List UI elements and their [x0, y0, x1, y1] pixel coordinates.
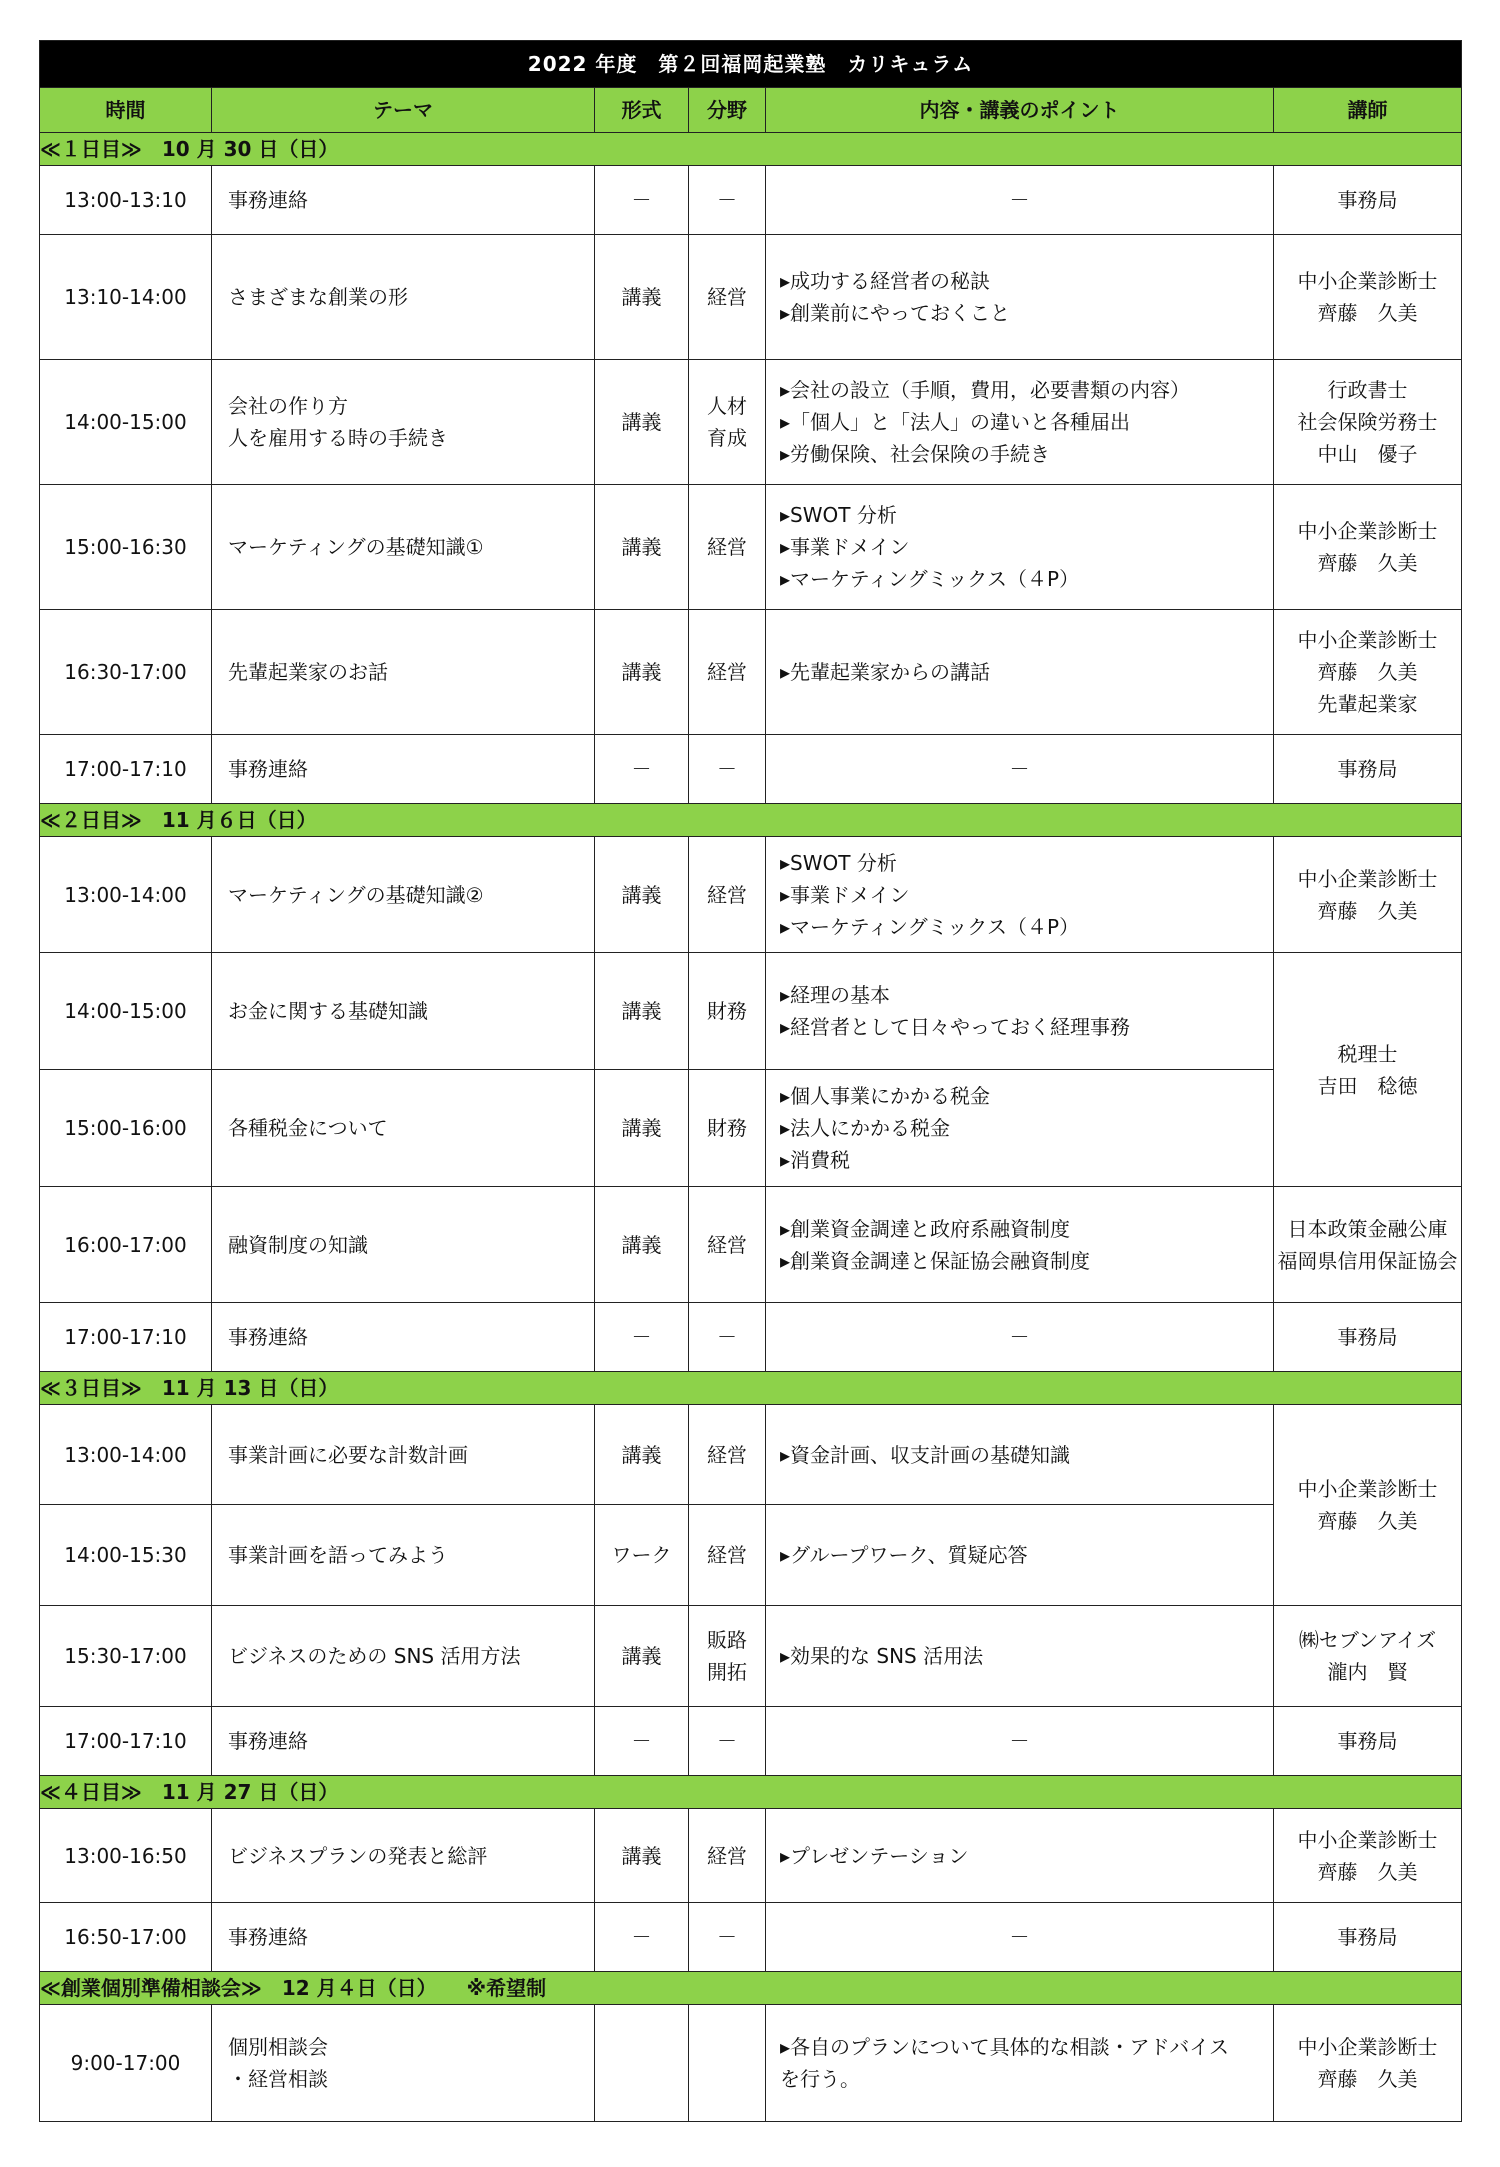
field-cell — [689, 1505, 766, 1606]
format-cell: 講義 — [595, 953, 689, 1070]
lecturer-cell — [1274, 360, 1462, 485]
day-label: ≪１日目≫ 10 月 30 日（日） — [40, 133, 1462, 166]
day-header-row — [40, 1776, 1462, 1809]
point-line: を行う。 — [780, 2067, 860, 2091]
lecturer-line: 事務局 — [1337, 757, 1398, 781]
points-cell — [766, 1707, 1274, 1776]
field-line: 人材 — [707, 394, 747, 418]
header-field: 分野 — [689, 88, 766, 133]
points-cell — [766, 1903, 1274, 1972]
lecturer-cell — [1274, 610, 1462, 735]
theme-line: ビジネスのための SNS 活用方法 — [228, 1644, 521, 1668]
theme-cell — [212, 1070, 595, 1187]
format-cell: 講義 — [595, 1187, 689, 1303]
time-cell: 16:50-17:00 — [40, 1903, 212, 1972]
point-line: ▸効果的な SNS 活用法 — [780, 1644, 984, 1668]
field-cell — [689, 837, 766, 953]
day-label: ≪３日目≫ 11 月 13 日（日） — [40, 1372, 1462, 1405]
lecturer-line: 社会保険労務士 — [1297, 410, 1438, 434]
field-cell — [689, 1070, 766, 1187]
format-cell: 講義 — [595, 1070, 689, 1187]
table-row — [40, 235, 1462, 360]
day-header-row — [40, 804, 1462, 837]
point-line: ▸経営者として日々やっておく経理事務 — [780, 1015, 1131, 1039]
lecturer-line: 齊藤 久美 — [1317, 1859, 1418, 1884]
theme-line: ビジネスプランの発表と総評 — [228, 1843, 488, 1868]
point-line: ▸資金計画、収支計画の基礎知識 — [780, 1442, 1071, 1467]
table-row — [40, 1505, 1462, 1606]
format-cell: 講義 — [595, 360, 689, 485]
header-time: 時間 — [40, 88, 212, 133]
table-row — [40, 1903, 1462, 1972]
field-cell — [689, 953, 766, 1070]
field-cell — [689, 166, 766, 235]
theme-line: 事業計画を語ってみよう — [228, 1543, 448, 1567]
time-cell: 16:30-17:00 — [40, 610, 212, 735]
theme-cell — [212, 953, 595, 1070]
field-line: 経営 — [707, 1843, 747, 1868]
lecturer-line: 中小企業診断士 — [1297, 628, 1438, 652]
points-cell — [766, 1809, 1274, 1903]
time-cell: 13:00-16:50 — [40, 1809, 212, 1903]
point-line: － — [1009, 1325, 1030, 1349]
lecturer-line: 事務局 — [1337, 188, 1398, 212]
format-cell: 講義 — [595, 1405, 689, 1505]
lecturer-line: 中小企業診断士 — [1297, 519, 1438, 543]
theme-cell — [212, 610, 595, 735]
theme-cell — [212, 1707, 595, 1776]
point-line: － — [1009, 188, 1030, 212]
lecturer-line: 齊藤 久美 — [1317, 898, 1418, 923]
format-cell: 講義 — [595, 610, 689, 735]
point-line: ▸プレゼンテーション — [780, 1843, 969, 1868]
point-line: ▸各自のプランについて具体的な相談・アドバイス — [780, 2035, 1230, 2059]
day-header-row — [40, 1972, 1462, 2005]
lecturer-cell — [1274, 837, 1462, 953]
points-cell — [766, 166, 1274, 235]
field-line: 育成 — [707, 426, 747, 450]
field-cell — [689, 1903, 766, 1972]
field-line: － — [717, 1325, 737, 1349]
field-cell — [689, 485, 766, 610]
point-line: ▸「個人」と「法人」の違いと各種届出 — [780, 410, 1131, 434]
table-row — [40, 837, 1462, 953]
day-label: ≪４日目≫ 11 月 27 日（日） — [40, 1776, 1462, 1809]
lecturer-line: 中小企業診断士 — [1297, 2035, 1438, 2059]
time-cell: 14:00-15:30 — [40, 1505, 212, 1606]
lecturer-line: ㈱セブンアイズ — [1298, 1628, 1437, 1652]
theme-line: 先輩起業家のお話 — [228, 660, 388, 684]
point-line: ▸個人事業にかかる税金 — [780, 1084, 991, 1108]
format-cell: 講義 — [595, 485, 689, 610]
theme-line: ・経営相談 — [228, 2067, 328, 2091]
time-cell: 14:00-15:00 — [40, 360, 212, 485]
time-cell: 17:00-17:10 — [40, 735, 212, 804]
points-cell — [766, 610, 1274, 735]
format-cell: 講義 — [595, 1809, 689, 1903]
points-cell — [766, 837, 1274, 953]
theme-line: 事務連絡 — [228, 188, 308, 212]
point-line: ▸労働保険、社会保険の手続き — [780, 442, 1051, 466]
lecturer-cell — [1274, 2005, 1462, 2122]
lecturer-line: 齊藤 久美 — [1317, 660, 1418, 684]
field-line: 財務 — [707, 999, 747, 1023]
field-cell — [689, 1809, 766, 1903]
point-line: － — [1009, 1925, 1030, 1949]
field-cell — [689, 2005, 766, 2122]
field-cell — [689, 735, 766, 804]
theme-cell — [212, 1903, 595, 1972]
lecturer-line: 中小企業診断士 — [1297, 269, 1438, 293]
field-line: － — [717, 1925, 737, 1949]
field-cell — [689, 360, 766, 485]
theme-cell — [212, 837, 595, 953]
point-line: ▸創業資金調達と政府系融資制度 — [780, 1216, 1071, 1241]
theme-cell — [212, 1809, 595, 1903]
table-row — [40, 485, 1462, 610]
field-cell — [689, 1606, 766, 1707]
field-line: 経営 — [707, 1442, 747, 1467]
lecturer-cell — [1274, 485, 1462, 610]
day-header-row — [40, 133, 1462, 166]
format-cell: 講義 — [595, 1606, 689, 1707]
format-cell — [595, 2005, 689, 2122]
point-line: ▸会社の設立（手順，費用，必要書類の内容） — [780, 378, 1191, 402]
lecturer-cell — [1274, 1187, 1462, 1303]
point-line: － — [1009, 757, 1030, 781]
table-row — [40, 610, 1462, 735]
time-cell: 14:00-15:00 — [40, 953, 212, 1070]
header-points: 内容・講義のポイント — [766, 88, 1274, 133]
header-theme: テーマ — [212, 88, 595, 133]
time-cell: 13:00-14:00 — [40, 837, 212, 953]
theme-cell — [212, 2005, 595, 2122]
format-cell: － — [595, 735, 689, 804]
lecturer-line: 福岡県信用保証協会 — [1277, 1248, 1458, 1273]
lecturer-line: 齊藤 久美 — [1317, 1509, 1418, 1533]
field-cell — [689, 1303, 766, 1372]
day-label: ≪創業個別準備相談会≫ 12 月４日（日） ※希望制 — [40, 1972, 1462, 2005]
points-cell — [766, 1505, 1274, 1606]
format-cell: 講義 — [595, 837, 689, 953]
theme-cell — [212, 1505, 595, 1606]
lecturer-cell — [1274, 166, 1462, 235]
lecturer-cell — [1274, 735, 1462, 804]
field-cell — [689, 1187, 766, 1303]
lecturer-line: 中小企業診断士 — [1297, 1827, 1438, 1852]
theme-line: 事務連絡 — [228, 1729, 308, 1753]
table-row — [40, 1303, 1462, 1372]
lecturer-line: 中小企業診断士 — [1297, 866, 1438, 891]
theme-cell — [212, 485, 595, 610]
table-row — [40, 1187, 1462, 1303]
lecturer-cell — [1274, 1303, 1462, 1372]
day-header-row — [40, 1372, 1462, 1405]
lecturer-cell — [1274, 953, 1462, 1187]
points-cell — [766, 1405, 1274, 1505]
lecturer-line: 事務局 — [1337, 1729, 1398, 1753]
table-row — [40, 1606, 1462, 1707]
field-line: 経営 — [707, 285, 747, 309]
time-cell: 17:00-17:10 — [40, 1707, 212, 1776]
format-cell: － — [595, 1303, 689, 1372]
table-row — [40, 735, 1462, 804]
lecturer-line: 日本政策金融公庫 — [1287, 1216, 1448, 1241]
theme-line: 各種税金について — [228, 1116, 388, 1140]
theme-line: 事業計画に必要な計数計画 — [228, 1442, 468, 1467]
format-cell: 講義 — [595, 235, 689, 360]
lecturer-line: 齊藤 久美 — [1317, 2067, 1418, 2091]
time-cell: 9:00-17:00 — [40, 2005, 212, 2122]
field-line: － — [717, 188, 737, 212]
curriculum-sheet — [39, 40, 1461, 2122]
lecturer-line: 行政書士 — [1327, 378, 1408, 402]
theme-line: 融資制度の知識 — [228, 1232, 368, 1257]
time-cell: 17:00-17:10 — [40, 1303, 212, 1372]
theme-line: さまざまな創業の形 — [228, 285, 408, 309]
page-title: 2022 年度 第２回福岡起業塾 カリキュラム — [40, 41, 1462, 88]
point-line: ▸創業前にやっておくこと — [780, 301, 1011, 325]
point-line: ▸SWOT 分析 — [780, 503, 897, 527]
time-cell: 13:00-14:00 — [40, 1405, 212, 1505]
table-row — [40, 1809, 1462, 1903]
theme-cell — [212, 360, 595, 485]
field-line: 経営 — [707, 660, 747, 684]
points-cell — [766, 735, 1274, 804]
theme-line: お金に関する基礎知識 — [228, 999, 428, 1023]
theme-cell — [212, 1303, 595, 1372]
theme-cell — [212, 1187, 595, 1303]
table-row — [40, 360, 1462, 485]
points-cell — [766, 2005, 1274, 2122]
table-row — [40, 2005, 1462, 2122]
lecturer-line: 事務局 — [1337, 1325, 1398, 1349]
theme-cell — [212, 1606, 595, 1707]
point-line: ▸先輩起業家からの講話 — [780, 660, 991, 684]
points-cell — [766, 1070, 1274, 1187]
point-line: ▸法人にかかる税金 — [780, 1116, 951, 1140]
field-cell — [689, 235, 766, 360]
theme-cell — [212, 735, 595, 804]
time-cell: 15:30-17:00 — [40, 1606, 212, 1707]
lecturer-line: 瀧内 賢 — [1327, 1660, 1408, 1684]
theme-cell — [212, 235, 595, 360]
lecturer-line: 齊藤 久美 — [1317, 551, 1418, 575]
field-line: 販路 — [707, 1628, 747, 1652]
field-cell — [689, 1405, 766, 1505]
theme-line: マーケティングの基礎知識① — [228, 535, 484, 559]
point-line: ▸SWOT 分析 — [780, 850, 897, 875]
lecturer-cell — [1274, 1707, 1462, 1776]
day-label: ≪２日目≫ 11 月６日（日） — [40, 804, 1462, 837]
format-cell: － — [595, 166, 689, 235]
lecturer-cell — [1274, 1405, 1462, 1606]
time-cell: 13:00-13:10 — [40, 166, 212, 235]
points-cell — [766, 360, 1274, 485]
field-line: － — [717, 757, 737, 781]
theme-line: 事務連絡 — [228, 1925, 308, 1949]
theme-line: 事務連絡 — [228, 757, 308, 781]
point-line: ▸成功する経営者の秘訣 — [780, 269, 991, 293]
format-cell: － — [595, 1903, 689, 1972]
lecturer-cell — [1274, 1809, 1462, 1903]
field-line: 経営 — [707, 1232, 747, 1257]
time-cell: 16:00-17:00 — [40, 1187, 212, 1303]
points-cell — [766, 485, 1274, 610]
header-lecturer: 講師 — [1274, 88, 1462, 133]
theme-cell — [212, 166, 595, 235]
point-line: ▸マーケティングミックス（４P） — [780, 914, 1080, 939]
lecturer-line: 先輩起業家 — [1317, 692, 1418, 716]
lecturer-cell — [1274, 1903, 1462, 1972]
theme-line: 会社の作り方 — [228, 394, 348, 418]
point-line: ▸グループワーク、質疑応答 — [780, 1543, 1028, 1567]
theme-line: マーケティングの基礎知識② — [228, 882, 484, 907]
lecturer-line: 中小企業診断士 — [1297, 1477, 1438, 1501]
theme-line: 事務連絡 — [228, 1325, 308, 1349]
theme-line: 個別相談会 — [228, 2035, 328, 2059]
table-row — [40, 1707, 1462, 1776]
points-cell — [766, 1187, 1274, 1303]
point-line: ▸事業ドメイン — [780, 535, 910, 559]
format-cell: ワーク — [595, 1505, 689, 1606]
point-line: ▸マーケティングミックス（４P） — [780, 567, 1080, 591]
point-line: ▸経理の基本 — [780, 983, 891, 1007]
table-row — [40, 1070, 1462, 1187]
points-cell — [766, 1303, 1274, 1372]
theme-cell — [212, 1405, 595, 1505]
lecturer-line: 税理士 — [1337, 1041, 1398, 1066]
field-cell — [689, 1707, 766, 1776]
point-line: － — [1009, 1729, 1030, 1753]
field-line: 経営 — [707, 535, 747, 559]
field-cell — [689, 610, 766, 735]
field-line: 経営 — [707, 1543, 747, 1567]
points-cell — [766, 1606, 1274, 1707]
field-line: 開拓 — [707, 1660, 747, 1684]
points-cell — [766, 953, 1274, 1070]
lecturer-line: 吉田 稔徳 — [1317, 1073, 1418, 1098]
curriculum-table — [39, 40, 1462, 2122]
point-line: ▸創業資金調達と保証協会融資制度 — [780, 1248, 1091, 1273]
header-format: 形式 — [595, 88, 689, 133]
field-line: － — [717, 1729, 737, 1753]
table-row — [40, 1405, 1462, 1505]
lecturer-line: 事務局 — [1337, 1925, 1398, 1949]
time-cell: 15:00-16:30 — [40, 485, 212, 610]
format-cell: － — [595, 1707, 689, 1776]
field-line: 経営 — [707, 882, 747, 907]
lecturer-cell — [1274, 235, 1462, 360]
time-cell: 13:10-14:00 — [40, 235, 212, 360]
table-row — [40, 166, 1462, 235]
time-cell: 15:00-16:00 — [40, 1070, 212, 1187]
point-line: ▸消費税 — [780, 1148, 851, 1172]
points-cell — [766, 235, 1274, 360]
lecturer-line: 中山 優子 — [1317, 442, 1418, 466]
point-line: ▸事業ドメイン — [780, 882, 910, 907]
field-line: 財務 — [707, 1116, 747, 1140]
lecturer-cell — [1274, 1606, 1462, 1707]
lecturer-line: 齊藤 久美 — [1317, 301, 1418, 325]
theme-line: 人を雇用する時の手続き — [228, 426, 448, 450]
table-row — [40, 953, 1462, 1070]
